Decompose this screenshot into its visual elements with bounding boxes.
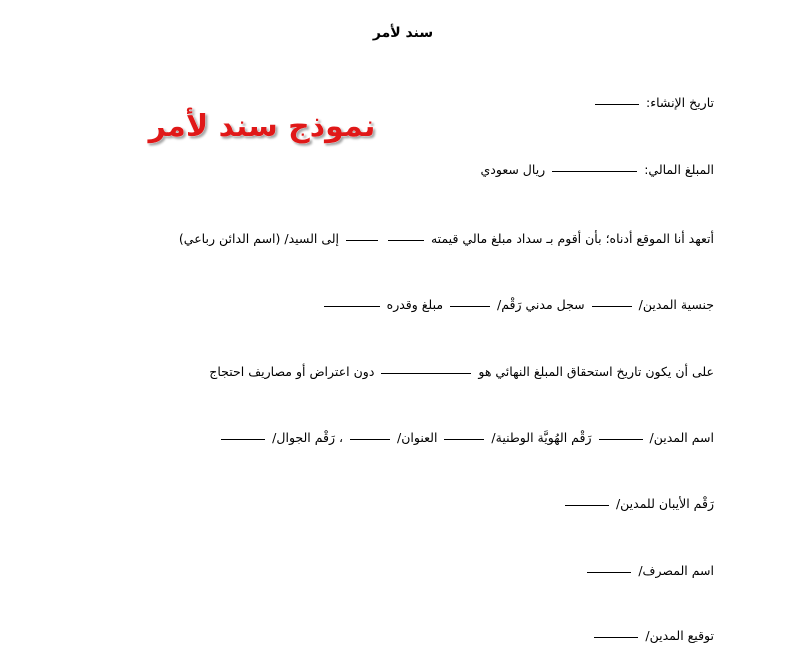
pledge-amount-blank[interactable] [388, 239, 424, 241]
bank-blank[interactable] [587, 571, 631, 573]
bank-label: اسم المصرف/ [638, 563, 714, 578]
address-blank[interactable] [350, 438, 390, 440]
pledge-text-2: إلى السيد/ (اسم الدائن رباعي) [178, 231, 340, 246]
pledge-extra-blank[interactable] [346, 239, 378, 241]
debtor-details-line [218, 430, 714, 445]
debtor-name-blank[interactable] [599, 438, 643, 440]
iban-blank[interactable] [565, 504, 609, 506]
creation-date-line [592, 95, 714, 110]
national-id-blank[interactable] [444, 438, 484, 440]
nationality-blank[interactable] [592, 305, 632, 307]
commercial-reg-label: سجل مدني رَقْم/ [497, 297, 585, 312]
signature-blank[interactable] [594, 636, 638, 638]
amount-label: المبلغ المالي: [644, 162, 714, 177]
amount-of-blank[interactable] [324, 305, 380, 307]
due-date-blank[interactable] [381, 372, 471, 374]
amount-of-label: مبلغ وقدره [386, 297, 444, 312]
creation-date-blank[interactable] [595, 103, 639, 105]
iban-line [562, 496, 714, 511]
due-date-text-2: دون اعتراض أو مصاريف احتجاج [209, 364, 375, 379]
bank-line [584, 563, 714, 578]
signature-line [591, 628, 714, 643]
mobile-blank[interactable] [221, 438, 265, 440]
commercial-reg-blank[interactable] [450, 305, 490, 307]
due-date-text-1: على أن يكون تاريخ استحقاق المبلغ النهائي هو [478, 364, 714, 379]
document-title: سند لأمر [372, 25, 434, 41]
national-id-label: رَقْم الهُويَّة الوطنية/ [491, 430, 592, 445]
nationality-label: جنسية المدين/ [638, 297, 714, 312]
amount-blank[interactable] [552, 170, 637, 172]
creation-date-label: تاريخ الإنشاء: [646, 95, 714, 110]
signature-label: توقيع المدين/ [645, 628, 714, 643]
watermark-text: نموذج سند لأمر [148, 109, 376, 144]
iban-label: رَقْم الأيبان للمدين/ [615, 496, 714, 511]
pledge-text-1: أتعهد أنا الموقع أدناه؛ بأن أقوم بـ سداد مبلغ مالي قيمته [430, 231, 714, 246]
due-date-line [209, 364, 714, 379]
mobile-label: ، رَقْم الجوال/ [272, 430, 344, 445]
amount-line [481, 162, 714, 177]
debtor-name-label: اسم المدين/ [649, 430, 714, 445]
nationality-line [321, 297, 714, 312]
pledge-line [174, 230, 714, 248]
watermark-logo [148, 105, 376, 145]
address-label: العنوان/ [397, 430, 438, 445]
currency-text: ريال سعودي [480, 162, 546, 177]
